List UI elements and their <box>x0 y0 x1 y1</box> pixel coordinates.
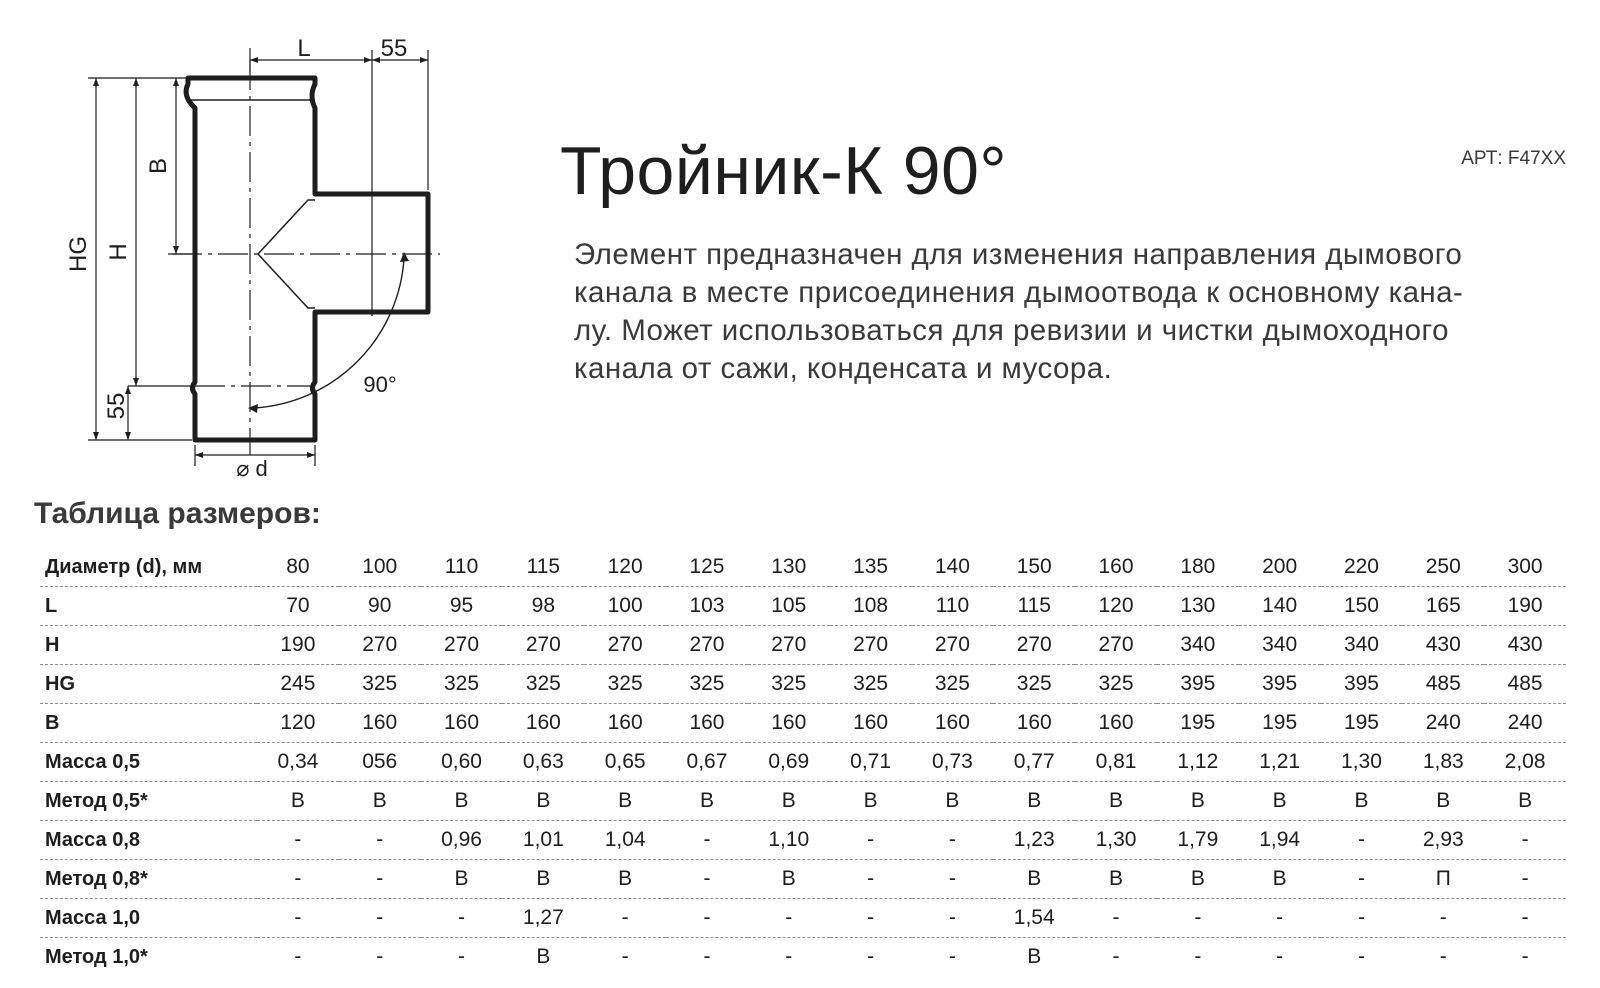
table-cell: - <box>421 899 503 938</box>
table-cell: 395 <box>1157 665 1239 704</box>
table-cell: 1,94 <box>1239 821 1321 860</box>
table-cell: 1,54 <box>993 899 1075 938</box>
row-label: Метод 1,0* <box>45 945 148 968</box>
table-row <box>40 665 1566 704</box>
tee-drawing <box>0 0 460 500</box>
table-cell: 340 <box>1157 626 1239 665</box>
table-cell: - <box>458 945 466 968</box>
table-cell: 0,77 <box>993 743 1075 782</box>
table-cell: 240 <box>1484 704 1566 743</box>
table-cell: 105 <box>748 587 830 626</box>
table-cell: 485 <box>1484 665 1566 704</box>
table-cell: В <box>1239 860 1321 899</box>
table-cell: 0,73 <box>912 743 994 782</box>
table-cell: В <box>1239 782 1321 821</box>
table-row <box>40 704 1566 743</box>
table-row <box>40 626 1566 665</box>
table-cell: В <box>830 782 912 821</box>
table-cell: 220 <box>1321 548 1403 587</box>
row-label: Масса 0,5 <box>40 743 257 782</box>
label-HG: HG <box>65 236 92 272</box>
label-55-bottom: 55 <box>103 392 130 420</box>
size-table-body <box>40 548 1566 976</box>
table-cell: В <box>1484 782 1566 821</box>
table-cell: 135 <box>830 548 912 587</box>
table-cell: 130 <box>1157 587 1239 626</box>
table-cell: 110 <box>421 548 503 587</box>
table-cell: 395 <box>1321 665 1403 704</box>
label-H: H <box>105 243 132 261</box>
table-cell: 120 <box>1075 587 1157 626</box>
table-cell: В <box>421 782 503 821</box>
table-cell: - <box>1075 899 1157 938</box>
table-cell: 270 <box>584 626 666 665</box>
table-row <box>40 860 1566 899</box>
table-cell: 340 <box>1321 626 1403 665</box>
table-cell: 270 <box>339 626 421 665</box>
table-cell: 70 <box>257 587 339 626</box>
table-cell: 270 <box>830 626 912 665</box>
table-cell: 325 <box>748 665 830 704</box>
table-cell: 140 <box>1239 587 1321 626</box>
table-cell: - <box>1321 899 1403 938</box>
table-cell: В <box>912 782 994 821</box>
table-cell: 160 <box>1075 704 1157 743</box>
table-cell: 1,83 <box>1402 743 1484 782</box>
table-cell: 190 <box>257 626 339 665</box>
table-cell: В <box>1075 860 1157 899</box>
table-cell: В <box>421 860 503 899</box>
table-cell: В <box>1157 782 1239 821</box>
table-cell: - <box>1157 899 1239 938</box>
row-label: Масса 0,8 <box>40 821 257 860</box>
row-label: Диаметр (d), мм <box>40 548 257 587</box>
table-cell: 200 <box>1239 548 1321 587</box>
table-cell: 0,34 <box>257 743 339 782</box>
table-cell: 120 <box>584 548 666 587</box>
table-cell: - <box>1357 945 1365 968</box>
table-cell: 130 <box>748 548 830 587</box>
table-cell: 395 <box>1239 665 1321 704</box>
table-cell: 195 <box>1321 704 1403 743</box>
table-cell: 325 <box>1075 665 1157 704</box>
table-cell: 300 <box>1484 548 1566 587</box>
table-cell: 1,01 <box>502 821 584 860</box>
table-cell: 2,08 <box>1484 743 1566 782</box>
table-cell: 160 <box>830 704 912 743</box>
table-cell: - <box>1276 945 1284 968</box>
table-cell: 0,71 <box>830 743 912 782</box>
table-cell: - <box>584 899 666 938</box>
table-cell: - <box>294 945 302 968</box>
table-cell: - <box>1194 945 1202 968</box>
table-cell: 1,23 <box>993 821 1075 860</box>
table-cell: - <box>666 899 748 938</box>
table-cell: 270 <box>912 626 994 665</box>
table-cell: 0,67 <box>666 743 748 782</box>
table-cell: 0,60 <box>421 743 503 782</box>
table-cell: 1,04 <box>584 821 666 860</box>
table-cell: В <box>1402 782 1484 821</box>
table-cell: В <box>536 945 551 968</box>
table-cell: - <box>912 899 994 938</box>
table-cell: 325 <box>339 665 421 704</box>
table-cell: 103 <box>666 587 748 626</box>
table-cell: - <box>912 860 994 899</box>
label-55-top: 55 <box>380 35 408 62</box>
table-cell: - <box>621 945 629 968</box>
table-cell: - <box>339 821 421 860</box>
table-cell: - <box>1484 821 1566 860</box>
table-cell: 1,30 <box>1075 821 1157 860</box>
product-title: Тройник-К 90° <box>560 133 1008 209</box>
table-row <box>40 899 1566 938</box>
table-cell: 1,27 <box>502 899 584 938</box>
table-cell: - <box>666 860 748 899</box>
table-cell: 270 <box>748 626 830 665</box>
table-cell: П <box>1402 860 1484 899</box>
table-cell: 1,10 <box>748 821 830 860</box>
table-cell: 98 <box>502 587 584 626</box>
table-cell: В <box>502 860 584 899</box>
table-cell: 056 <box>339 743 421 782</box>
table-cell: 90 <box>339 587 421 626</box>
label-B: B <box>145 157 172 175</box>
table-cell: В <box>1075 782 1157 821</box>
table-cell: 100 <box>339 548 421 587</box>
table-cell: 160 <box>502 704 584 743</box>
table-cell: 160 <box>339 704 421 743</box>
product-description: Элемент предназначен для изменения направления дымового канала в месте присоединения дымоотвода к основному кана- лу. Может использоваться для ревизии и чистки дымоходного канала от сажи, конденсата и мусора. <box>574 238 1464 385</box>
table-row <box>40 743 1566 782</box>
table-cell: 325 <box>584 665 666 704</box>
table-cell: В <box>1157 860 1239 899</box>
table-cell: - <box>912 821 994 860</box>
table-cell: - <box>1402 899 1484 938</box>
table-cell: 0,65 <box>584 743 666 782</box>
table-cell: 110 <box>912 587 994 626</box>
table-cell: - <box>257 899 339 938</box>
table-cell: - <box>339 860 421 899</box>
table-cell: 270 <box>1075 626 1157 665</box>
table-cell: 108 <box>830 587 912 626</box>
table-cell: 160 <box>748 704 830 743</box>
table-row <box>40 548 1566 587</box>
table-cell: 240 <box>1402 704 1484 743</box>
table-cell: 325 <box>666 665 748 704</box>
table-cell: 100 <box>584 587 666 626</box>
table-cell: 165 <box>1402 587 1484 626</box>
table-cell: - <box>1239 899 1321 938</box>
table-cell: - <box>830 821 912 860</box>
table-row <box>40 782 1566 821</box>
row-label: HG <box>40 665 257 704</box>
row-label: H <box>40 626 257 665</box>
table-cell: 430 <box>1402 626 1484 665</box>
table-cell: 245 <box>257 665 339 704</box>
table-cell: В <box>1027 945 1042 968</box>
table-cell: 115 <box>993 587 1075 626</box>
table-cell: - <box>376 945 384 968</box>
table-cell: 195 <box>1157 704 1239 743</box>
row-label: B <box>40 704 257 743</box>
table-cell: 0,63 <box>502 743 584 782</box>
table-cell: - <box>257 860 339 899</box>
label-L: L <box>297 35 311 62</box>
table-cell: 270 <box>421 626 503 665</box>
table-cell: 115 <box>502 548 584 587</box>
table-cell: 1,21 <box>1239 743 1321 782</box>
table-cell: 325 <box>993 665 1075 704</box>
table-row <box>40 821 1566 860</box>
table-cell: 270 <box>993 626 1075 665</box>
size-table <box>40 548 1566 976</box>
table-cell: В <box>993 860 1075 899</box>
table-cell: 325 <box>912 665 994 704</box>
table-cell: 325 <box>830 665 912 704</box>
table-cell: 2,93 <box>1402 821 1484 860</box>
row-label: Метод 0,5* <box>40 782 257 821</box>
table-cell: 250 <box>1402 548 1484 587</box>
row-label: Метод 0,8* <box>40 860 257 899</box>
table-cell: 0,96 <box>421 821 503 860</box>
table-cell: - <box>1321 821 1403 860</box>
table-cell: 485 <box>1402 665 1484 704</box>
table-cell: 195 <box>1239 704 1321 743</box>
table-cell: - <box>830 860 912 899</box>
table-cell: - <box>703 945 711 968</box>
table-cell: 0,69 <box>748 743 830 782</box>
table-cell: - <box>666 821 748 860</box>
article-number: АРТ: F47XX <box>1461 148 1566 169</box>
table-caption: Таблица размеров: <box>34 497 321 530</box>
table-cell: 160 <box>993 704 1075 743</box>
table-cell: 140 <box>912 548 994 587</box>
table-cell: - <box>1321 860 1403 899</box>
table-cell: - <box>748 899 830 938</box>
table-cell: 160 <box>666 704 748 743</box>
row-label: Масса 1,0 <box>40 899 257 938</box>
table-cell: В <box>1321 782 1403 821</box>
table-cell: 1,30 <box>1321 743 1403 782</box>
table-row <box>40 587 1566 626</box>
table-cell: 80 <box>257 548 339 587</box>
table-cell: 270 <box>502 626 584 665</box>
table-cell: В <box>584 782 666 821</box>
table-cell: В <box>993 782 1075 821</box>
table-cell: В <box>584 860 666 899</box>
table-cell: 325 <box>421 665 503 704</box>
table-cell: В <box>257 782 339 821</box>
table-cell: 150 <box>1321 587 1403 626</box>
table-cell: - <box>1484 860 1566 899</box>
table-row <box>40 938 1566 977</box>
table-cell: 180 <box>1157 548 1239 587</box>
table-cell: 160 <box>421 704 503 743</box>
table-cell: - <box>257 821 339 860</box>
label-diameter: ⌀ d <box>236 456 268 481</box>
table-cell: - <box>785 945 793 968</box>
table-cell: 125 <box>666 548 748 587</box>
table-cell: В <box>502 782 584 821</box>
table-cell: 325 <box>502 665 584 704</box>
table-cell: 160 <box>584 704 666 743</box>
label-angle: 90° <box>363 372 397 397</box>
table-cell: - <box>1521 945 1529 968</box>
table-cell: 150 <box>993 548 1075 587</box>
table-cell: 160 <box>912 704 994 743</box>
table-cell: В <box>748 782 830 821</box>
table-cell: 1,12 <box>1157 743 1239 782</box>
table-cell: 120 <box>257 704 339 743</box>
table-cell: 340 <box>1239 626 1321 665</box>
table-cell: 190 <box>1484 587 1566 626</box>
table-cell: В <box>339 782 421 821</box>
table-cell: 160 <box>1075 548 1157 587</box>
table-cell: - <box>1484 899 1566 938</box>
table-cell: 95 <box>421 587 503 626</box>
table-cell: - <box>1112 945 1120 968</box>
table-cell: В <box>666 782 748 821</box>
table-cell: - <box>948 945 956 968</box>
table-cell: - <box>339 899 421 938</box>
table-cell: - <box>830 899 912 938</box>
table-cell: 0,81 <box>1075 743 1157 782</box>
table-cell: - <box>867 945 875 968</box>
row-label: L <box>40 587 257 626</box>
table-cell: В <box>748 860 830 899</box>
table-cell: 430 <box>1484 626 1566 665</box>
table-cell: 1,79 <box>1157 821 1239 860</box>
table-cell: 270 <box>666 626 748 665</box>
table-cell: - <box>1439 945 1447 968</box>
